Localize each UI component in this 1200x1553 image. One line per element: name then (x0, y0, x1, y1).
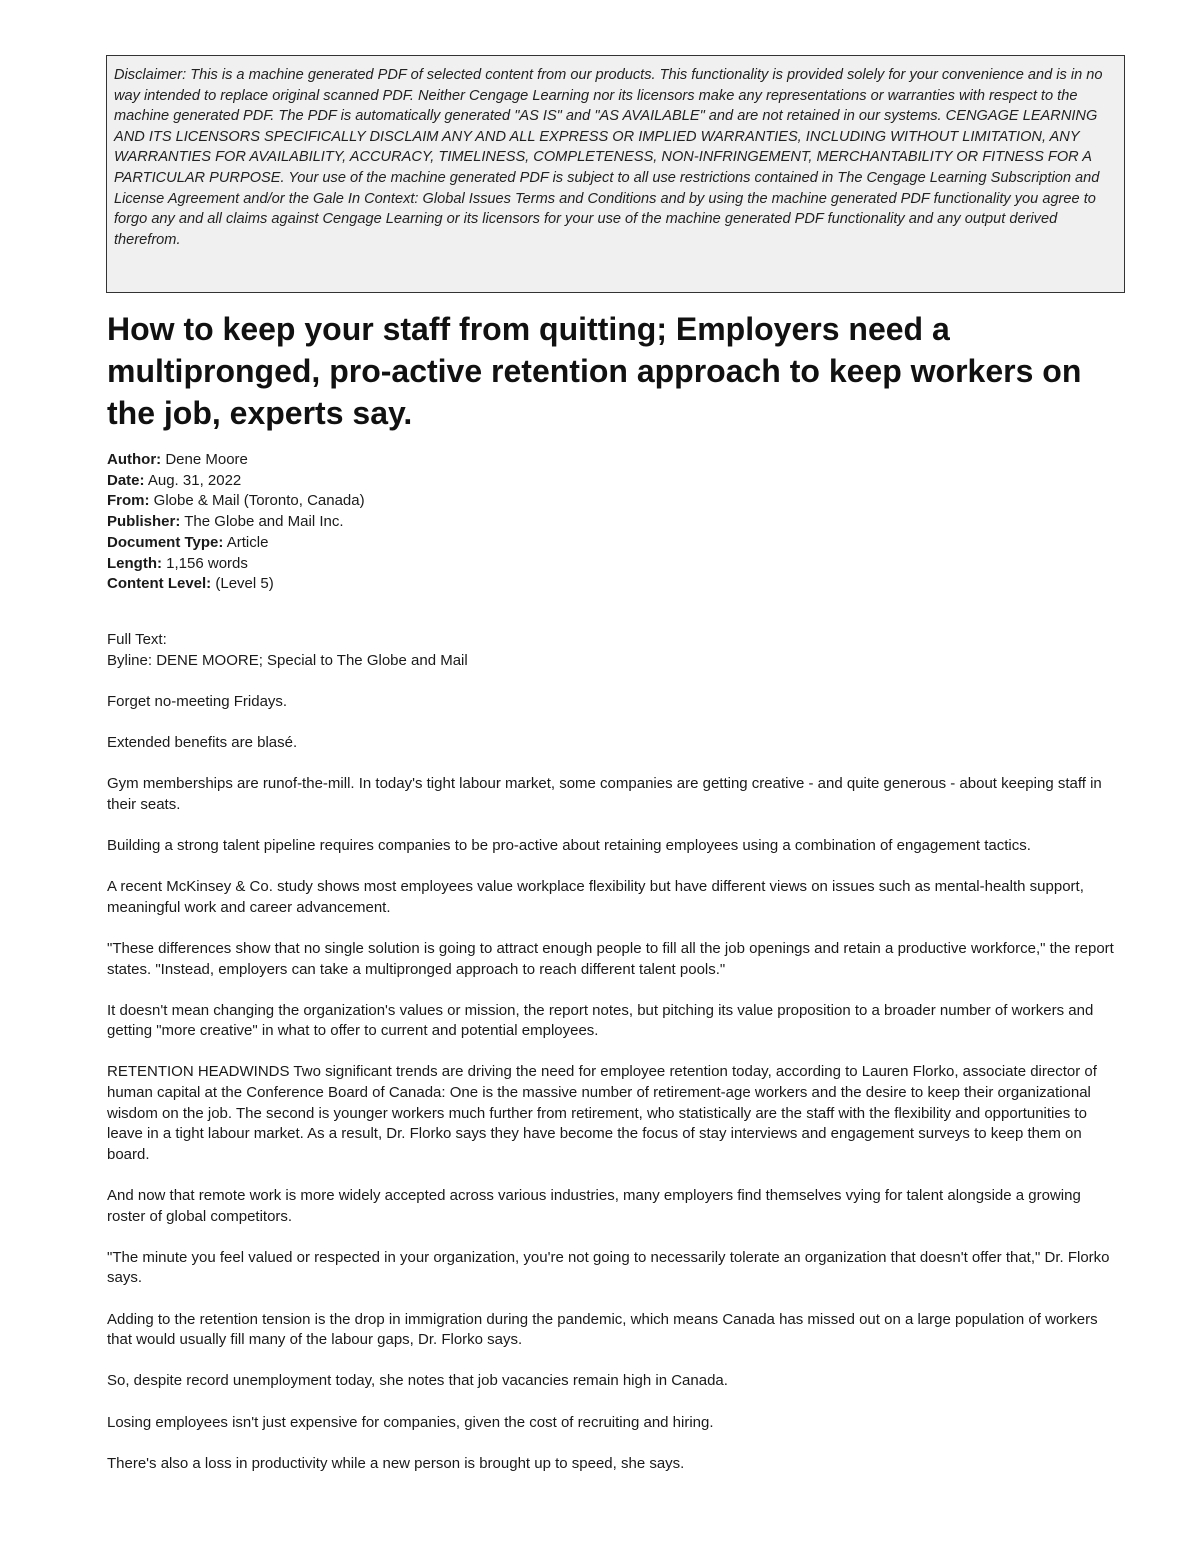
meta-value: Globe & Mail (Toronto, Canada) (149, 492, 365, 510)
paragraph: Forget no-meeting Fridays. (107, 692, 288, 710)
paragraph: And now that remote work is more widely accepted across various industries, many employers find themselves vying for talent alongside a growing roster of global competitors. (107, 1187, 1081, 1225)
paragraph: It doesn't mean changing the organization's values or mission, the report notes, but pitching its value proposition to a broader number of workers and getting "more creative" in what to offer to current and potential employees. (107, 1001, 1094, 1040)
full-text-label: Full Text: (107, 631, 167, 648)
meta-value: The Globe and Mail Inc. (180, 513, 344, 531)
meta-value: Aug. 31, 2022 (144, 471, 242, 489)
meta-value: Dene Moore (161, 451, 248, 468)
meta-value: (Level 5) (211, 575, 274, 593)
meta-label: Author: (107, 451, 162, 468)
meta-document-type (107, 533, 365, 554)
paragraph: Building a strong talent pipeline requires companies to be pro-active about retaining employees using a combination of engagement tactics. (107, 836, 1031, 854)
meta-content-level (107, 574, 365, 595)
paragraph: So, despite record unemployment today, she notes that job vacancies remain high in Canada. (107, 1372, 728, 1390)
paragraph: Adding to the retention tension is the drop in immigration during the pandemic, which means Canada has missed out on a large population of workers that would usually fill many of the labour gaps, Dr. Florko says. (107, 1310, 1098, 1349)
paragraph: Losing employees isn't just expensive for companies, given the cost of recruiting and hiring. (107, 1413, 714, 1431)
paragraph: A recent McKinsey & Co. study shows most employees value workplace flexibility but have different views on issues such as mental-health support, meaningful work and career advancement. (107, 878, 1084, 916)
meta-label: From: (107, 492, 150, 510)
paragraph: Gym memberships are runof-the-mill. In today's tight labour market, some companies are getting creative - and quite generous - about keeping staff in their seats. (107, 775, 1102, 813)
paragraph: "These differences show that no single solution is going to attract enough people to fill all the job openings and retain a productive workforce," the report states. "Instead, employers can take a multipronged approach to reach different talent pools." (107, 939, 1114, 978)
meta-label: Date: (107, 471, 145, 489)
article-body (107, 630, 1122, 1495)
paragraph: RETENTION HEADWINDS Two significant trends are driving the need for employee retention today, according to Lauren Florko, associate director of human capital at the Conference Board of Canada: One is the massive number of retirement-age workers and the desire to keep their organizational wisdom on the job. The second is younger workers much further from retirement, who statistically are the staff with the flexibility and opportunities to leave in a tight labour market. As a result, Dr. Florko says they have become the focus of stay interviews and engagement surveys to keep them on board. (107, 1063, 1097, 1163)
meta-label: Length: (107, 554, 162, 572)
article-metadata (107, 450, 365, 595)
meta-label: Publisher: (107, 513, 181, 531)
meta-from (107, 491, 365, 512)
meta-length (107, 554, 365, 575)
meta-value: 1,156 words (161, 554, 248, 572)
meta-date (107, 471, 365, 492)
disclaimer-text: Disclaimer: This is a machine generated PDF of selected content from our products. This functionality is provided solely for your convenience and is in no way intended to replace original scanned PDF. Neither Cengage Learning nor its licensors make any representations or warranties with respect to the machine generated PDF. The PDF is automatically generated "AS IS" and "AS AVAILABLE" and are not retained in our systems. CENGAGE LEARNING AND ITS LICENSORS SPECIFICALLY DISCLAIM ANY AND ALL EXPRESS OR IMPLIED WARRANTIES, INCLUDING WITHOUT LIMITATION, ANY WARRANTIES FOR AVAILABILITY, ACCURACY, TIMELINESS, COMPLETENESS, NON-INFRINGEMENT, MERCHANTABILITY OR FITNESS FOR A PARTICULAR PURPOSE. Your use of the machine generated PDF is subject to all use restrictions contained in The Cengage Learning Subscription and License Agreement and/or the Gale In Context: Global Issues Terms and Conditions and by using the machine generated PDF functionality you agree to forgo any and all claims against Cengage Learning or its licensors for your use of the machine generated PDF functionality and any output derived therefrom. (114, 67, 1103, 248)
paragraph: There's also a loss in productivity while a new person is brought up to speed, she says. (107, 1454, 685, 1472)
meta-publisher (107, 512, 365, 533)
paragraph: Extended benefits are blasé. (107, 733, 298, 751)
meta-label: Document Type: (107, 533, 224, 551)
byline: Byline: DENE MOORE; Special to The Globe and Mail (107, 651, 468, 669)
paragraph: "The minute you feel valued or respected in your organization, you're not going to necessarily tolerate an organization that doesn't offer that," Dr. Florko says. (107, 1248, 1110, 1287)
meta-label: Content Level: (107, 575, 212, 593)
meta-value: Article (223, 533, 269, 551)
meta-author (107, 450, 365, 471)
article-title: How to keep your staff from quitting; Employers need a multipronged, pro-active retention approach to keep workers on the job, experts say. (107, 311, 1082, 431)
disclaimer-box (106, 55, 1125, 293)
